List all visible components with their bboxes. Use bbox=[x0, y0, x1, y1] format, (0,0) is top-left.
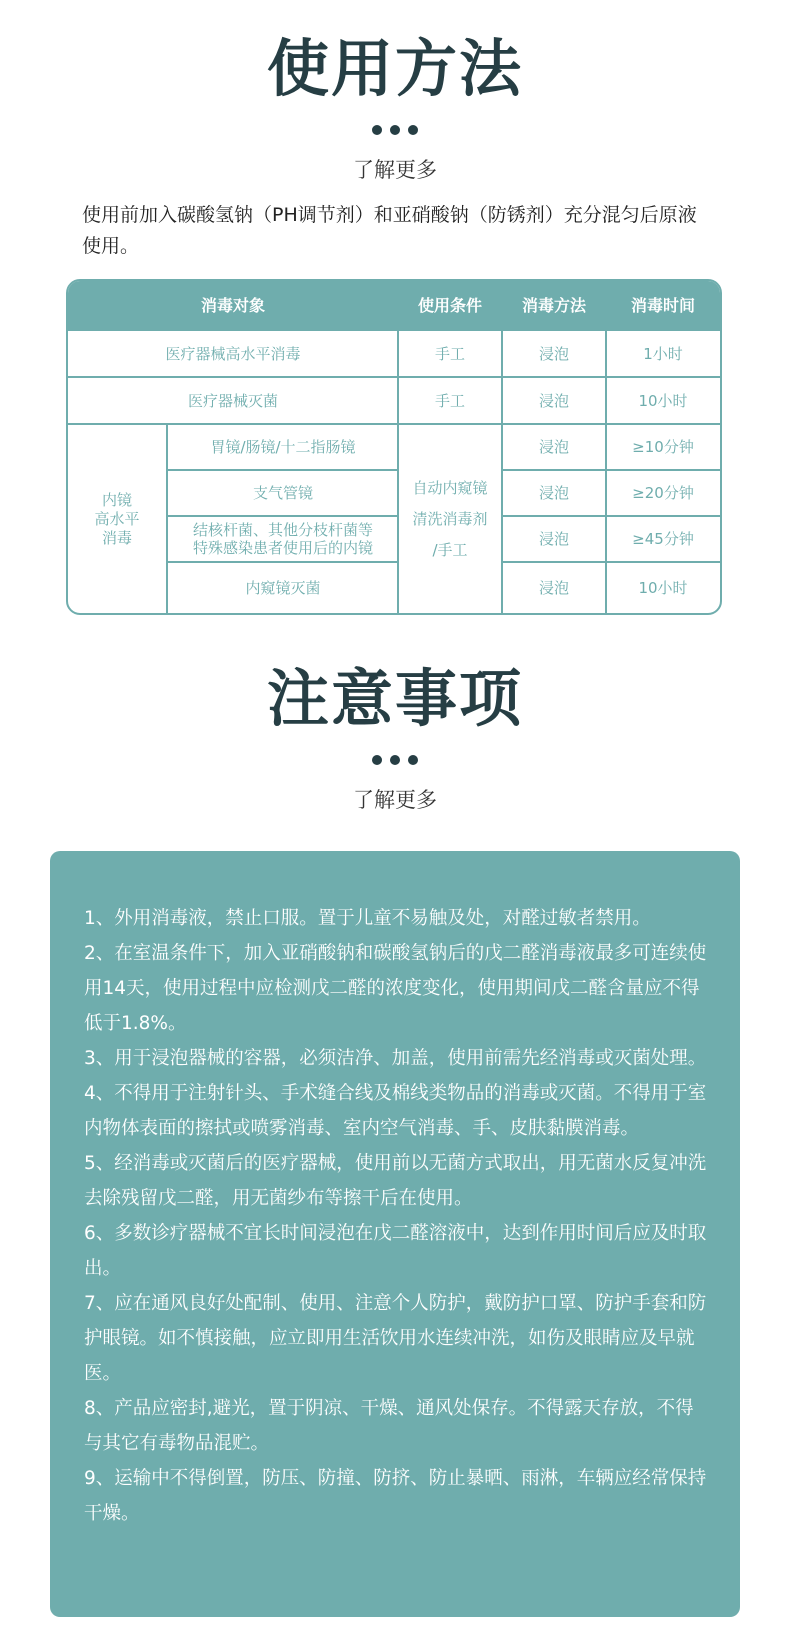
notice-dots bbox=[0, 755, 790, 765]
cell-object: 医疗器械高水平消毒 bbox=[165, 344, 301, 363]
notice-item-7: 7、应在通风良好处配制、使用、注意个人防护，戴防护口罩、防护手套和防护眼镜。如不慎接触，应立即用生活饮用水连续冲洗，如伤及眼睛应及早就医。 bbox=[84, 1293, 707, 1384]
cell-time: ≥45分钟 bbox=[632, 530, 694, 548]
usage-title: 使用方法 bbox=[266, 32, 523, 105]
dot bbox=[390, 755, 400, 765]
notice-title: 注意事项 bbox=[266, 662, 523, 735]
usage-subtitle: 了解更多 bbox=[353, 158, 437, 182]
dot bbox=[372, 125, 382, 135]
dot bbox=[372, 755, 382, 765]
notice-item-3: 3、用于浸泡器械的容器，必须洁净、加盖，使用前需先经消毒或灭菌处理。 bbox=[84, 1048, 707, 1069]
cell-method: 浸泡 bbox=[538, 344, 569, 363]
notice-item-4: 4、不得用于注射针头、手术缝合线及棉线类物品的消毒或灭菌。不得用于室内物体表面的擦拭或喷雾消毒、室内空气消毒、手、皮肤黏膜消毒。 bbox=[84, 1083, 707, 1139]
cell-method: 浸泡 bbox=[538, 391, 569, 410]
notice-item-1: 1、外用消毒液，禁止口服。置于儿童不易触及处，对醛过敏者禁用。 bbox=[84, 908, 651, 929]
usage-intro: 使用前加入碳酸氢钠（PH调节剂）和亚硝酸钠（防锈剂）充分混匀后原液使用。 bbox=[82, 204, 697, 257]
cell-time: 10小时 bbox=[638, 579, 688, 597]
usage-dots bbox=[0, 125, 790, 135]
cell-condition: 手工 bbox=[434, 344, 465, 363]
notice-item-8: 8、产品应密封,避光，置于阴凉、干燥、通风处保存。不得露天存放，不得与其它有毒物品混贮。 bbox=[84, 1398, 694, 1454]
cell-method: 浸泡 bbox=[538, 438, 569, 456]
dot bbox=[408, 125, 418, 135]
cell-method: 浸泡 bbox=[538, 530, 569, 548]
group-label: 内镜 高水平 消毒 bbox=[94, 490, 140, 547]
cell-time: 1小时 bbox=[643, 344, 683, 363]
header-time: 消毒时间 bbox=[630, 296, 695, 315]
cell-object: 结核杆菌、其他分枝杆菌等 特殊感染患者使用后的内镜 bbox=[192, 521, 373, 557]
group-condition: 自动内窥镜 清洗消毒剂 /手工 bbox=[412, 478, 488, 559]
cell-time: 10小时 bbox=[638, 391, 688, 410]
notice-box bbox=[50, 851, 740, 1617]
header-method: 消毒方法 bbox=[521, 296, 586, 315]
notice-item-5: 5、经消毒或灭菌后的医疗器械，使用前以无菌方式取出，用无菌水反复冲洗去除残留戊二醛，用无菌纱布等擦干后在使用。 bbox=[84, 1153, 707, 1209]
usage-table bbox=[66, 279, 722, 615]
cell-object: 内窥镜灭菌 bbox=[245, 579, 321, 597]
notice-item-2: 2、在室温条件下，加入亚硝酸钠和碳酸氢钠后的戊二醛消毒液最多可连续使用14天，使用过程中应检测戊二醛的浓度变化，使用期间戊二醛含量应不得低于1.8%。 bbox=[84, 943, 707, 1034]
notice-item-9: 9、运输中不得倒置，防压、防撞、防挤、防止暴晒、雨淋，车辆应经常保持干燥。 bbox=[84, 1468, 707, 1524]
cell-condition: 手工 bbox=[434, 391, 465, 410]
header-object: 消毒对象 bbox=[200, 296, 265, 315]
cell-method: 浸泡 bbox=[538, 484, 569, 502]
cell-time: ≥10分钟 bbox=[632, 438, 694, 456]
cell-object: 医疗器械灭菌 bbox=[187, 391, 278, 410]
header-condition: 使用条件 bbox=[417, 296, 482, 315]
cell-time: ≥20分钟 bbox=[632, 484, 694, 502]
dot bbox=[408, 755, 418, 765]
table-header bbox=[68, 281, 720, 331]
notice-subtitle: 了解更多 bbox=[353, 788, 437, 812]
cell-object: 胃镜/肠镜/十二指肠镜 bbox=[210, 438, 356, 456]
notice-item-6: 6、多数诊疗器械不宜长时间浸泡在戊二醛溶液中，达到作用时间后应及时取出。 bbox=[84, 1223, 707, 1279]
dot bbox=[390, 125, 400, 135]
cell-method: 浸泡 bbox=[538, 579, 569, 597]
cell-object: 支气管镜 bbox=[252, 484, 313, 502]
